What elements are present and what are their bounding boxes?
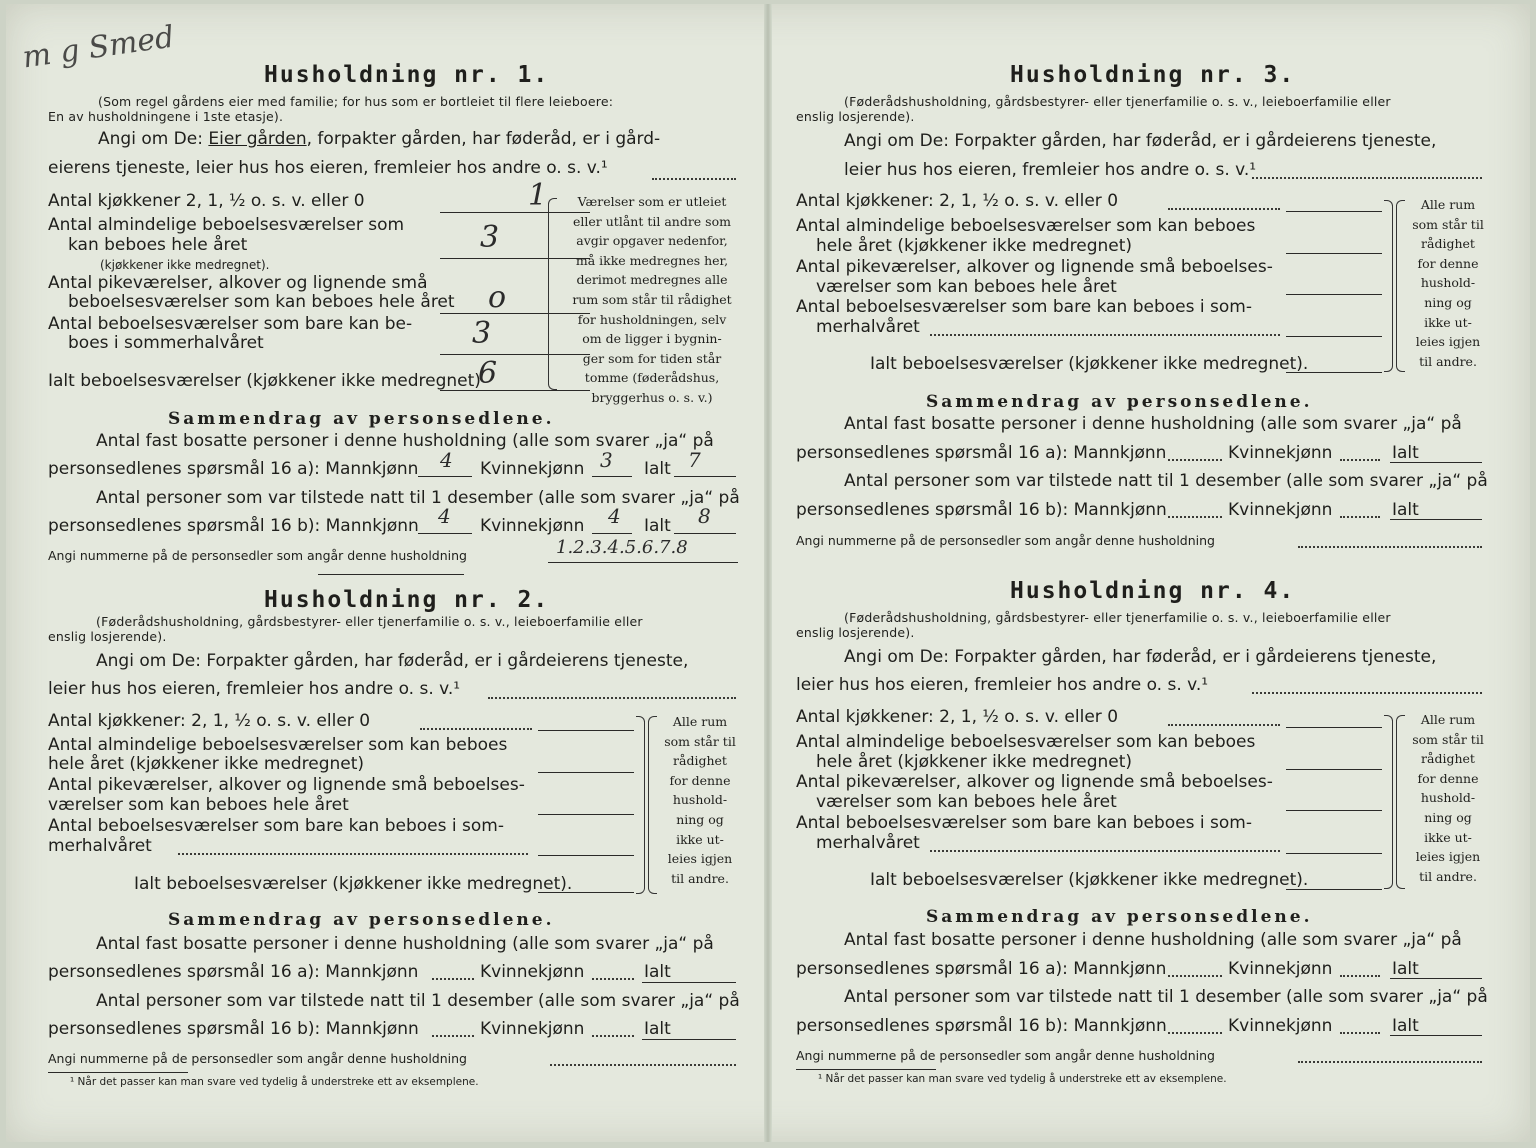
center-fold — [764, 4, 772, 1142]
h3-paren-2: enslig losjerende). — [796, 109, 915, 124]
corner-handwritten-note: m g Smed — [20, 19, 177, 76]
h1-side-note-line: ger som for tiden står — [582, 350, 722, 366]
h2-kjokkener-label: Antal kjøkkener: 2, 1, ½ o. s. v. eller 0 — [48, 711, 371, 731]
h1-kjokkener-label: Antal kjøkkener 2, 1, ½ o. s. v. eller 0 — [48, 191, 365, 211]
h2-fast-kvinne-label: Kvinnekjønn — [480, 962, 585, 982]
h2-side-note-line: Alle rum — [672, 714, 728, 729]
h4-side-note-line: ikke ut- — [1424, 829, 1472, 845]
h4-til-kvinne-label: Kvinnekjønn — [1228, 1016, 1333, 1036]
h3-nummer-label: Angi nummerne på de personsedler som angår denne husholdning — [796, 533, 1215, 548]
h4-fast-kvinne-label: Kvinnekjønn — [1228, 959, 1333, 979]
h3-til-kvinne-label: Kvinnekjønn — [1228, 500, 1333, 520]
h4-summ-title: Sammendrag av personsedlene. — [926, 907, 1313, 927]
h2-footnote: ¹ Når det passer kan man svare ved tydelig å understreke ett av eksemplene. — [70, 1076, 479, 1088]
h2-summ-title: Sammendrag av personsedlene. — [168, 910, 555, 930]
h1-fast-ialt-label: Ialt — [644, 459, 671, 479]
h2-ialt-label: Ialt beboelsesværelser (kjøkkener ikke medregnet). — [134, 874, 573, 894]
h4-side-bracket-left — [1384, 715, 1393, 889]
h1-fast-mann-label: personsedlenes spørsmål 16 a): Mannkjønn — [48, 459, 419, 479]
h2-side-note-line: ning og — [676, 811, 724, 827]
h1-angi-line-2: eierens tjeneste, leier hus hos eieren, fremleier hos andre o. s. v.¹ — [48, 158, 608, 178]
h4-sommer-label-2: merhalvåret — [816, 833, 920, 853]
h4-fast-mann-label: personsedlenes spørsmål 16 a): Mannkjønn — [796, 959, 1167, 979]
h2-paren-1: (Føderådshusholdning, gårdsbestyrer- eller tjenerfamilie o. s. v., leieboerfamilie eller — [96, 614, 643, 629]
h3-alm-label-1: Antal almindelige beboelsesværelser som kan beboes — [796, 216, 1256, 236]
h3-side-note — [1400, 195, 1496, 371]
h1-separator — [318, 574, 464, 575]
h4-side-note-line: Alle rum — [1420, 712, 1476, 727]
h4-paren-2: enslig losjerende). — [796, 625, 915, 640]
h4-side-note-line: som står til — [1412, 731, 1484, 747]
h4-sommer-label-1: Antal beboelsesværelser som bare kan beboes i som- — [796, 813, 1252, 833]
h3-paren-1: (Føderådshusholdning, gårdsbestyrer- eller tjenerfamilie o. s. v., leieboerfamilie eller — [844, 94, 1391, 109]
h4-til-ialt-label: Ialt — [1392, 1016, 1419, 1036]
h2-paren-2: enslig losjerende). — [48, 629, 167, 644]
h1-side-note-line: derimot medregnes alle — [576, 272, 728, 288]
h2-angi-line-2: leier hus hos eieren, fremleier hos andre o. s. v.¹ — [48, 679, 461, 699]
h1-paren-2: En av husholdningene i 1ste etasje). — [48, 109, 284, 124]
h1-til-kvinne-answer: 4 — [608, 504, 621, 528]
h2-side-bracket-left — [636, 716, 645, 894]
h3-angi-line-2: leier hus hos eieren, fremleier hos andre o. s. v.¹ — [844, 160, 1257, 180]
h3-kjokkener-label: Antal kjøkkener: 2, 1, ½ o. s. v. eller 0 — [796, 191, 1119, 211]
h4-title: Husholdning nr. 4. — [1010, 578, 1296, 604]
h2-title: Husholdning nr. 2. — [264, 587, 550, 613]
h1-summ-title: Sammendrag av personsedlene. — [168, 409, 555, 429]
h2-til-line-1: Antal personer som var tilstede natt til 1 desember (alle som svarer „ja“ på — [96, 991, 740, 1011]
h3-title: Husholdning nr. 3. — [1010, 62, 1296, 88]
h2-pike-label-2: værelser som kan beboes hele året — [48, 795, 349, 815]
h2-nummer-label: Angi nummerne på de personsedler som angår denne husholdning — [48, 1051, 467, 1066]
h3-fast-kvinne-label: Kvinnekjønn — [1228, 443, 1333, 463]
h4-side-note-line: leies igjen — [1415, 849, 1481, 865]
h4-angi-line-1: Angi om De: Forpakter gården, har føderåd, er i gårdeierens tjeneste, — [844, 647, 1437, 667]
h4-footnote: ¹ Når det passer kan man svare ved tydelig å understreke ett av eksemplene. — [818, 1073, 1227, 1085]
h2-side-note-line: som står til — [664, 733, 736, 749]
h2-side-note-line: ikke ut- — [676, 831, 724, 847]
h1-fast-line-1: Antal fast bosatte personer i denne husholdning (alle som svarer „ja“ på — [96, 431, 714, 451]
h3-til-line-1: Antal personer som var tilstede natt til 1 desember (alle som svarer „ja“ på — [844, 471, 1488, 491]
h3-side-note-line: til andre. — [1419, 353, 1477, 369]
h1-title: Husholdning nr. 1. — [264, 62, 550, 88]
h1-ialt-answer: 6 — [478, 356, 498, 391]
h1-alm-label-2: kan beboes hele året — [68, 235, 248, 255]
h4-til-mann-label: personsedlenes spørsmål 16 b): Mannkjønn — [796, 1016, 1167, 1036]
h4-side-note-line: ning og — [1424, 809, 1472, 825]
h1-side-note-line: må ikke medregnes her, — [575, 252, 729, 268]
h3-alm-label-2: hele året (kjøkkener ikke medregnet) — [816, 236, 1133, 256]
h1-side-note-line: avgir opgaver nedenfor, — [576, 233, 728, 249]
h3-til-mann-label: personsedlenes spørsmål 16 b): Mannkjønn — [796, 500, 1167, 520]
h4-side-note-line: rådighet — [1421, 751, 1475, 767]
h2-til-kvinne-label: Kvinnekjønn — [480, 1019, 585, 1039]
h3-pike-label-2: værelser som kan beboes hele året — [816, 277, 1117, 297]
h1-til-ialt-answer: 8 — [698, 504, 711, 528]
h1-til-line-1: Antal personer som var tilstede natt til 1 desember (alle som svarer „ja“ på — [96, 488, 740, 508]
h3-angi-line-1: Angi om De: Forpakter gården, har føderåd, er i gårdeierens tjeneste, — [844, 131, 1437, 151]
h1-fast-kvinne-label: Kvinnekjønn — [480, 459, 585, 479]
h4-fast-line-1: Antal fast bosatte personer i denne husholdning (alle som svarer „ja“ på — [844, 930, 1462, 950]
h3-side-note-line: leies igjen — [1415, 334, 1481, 350]
h3-side-bracket-left — [1384, 200, 1393, 372]
h1-fast-mann-answer: 4 — [440, 448, 453, 472]
h1-nummer-answer: 1.2.3.4.5.6.7.8 — [556, 537, 688, 558]
h2-side-note — [652, 712, 748, 888]
h1-alm-label-3: (kjøkkener ikke medregnet). — [100, 258, 270, 272]
h1-side-note-line: Værelser som er utleiet — [577, 194, 727, 209]
h2-side-note-line: rådighet — [673, 753, 727, 769]
h1-sommer-label-2: boes i sommerhalvåret — [68, 333, 264, 353]
h4-til-line-1: Antal personer som var tilstede natt til 1 desember (alle som svarer „ja“ på — [844, 987, 1488, 1007]
h2-side-note-line: hushold- — [672, 792, 728, 808]
h2-side-note-line: for denne — [669, 772, 731, 788]
h4-nummer-label: Angi nummerne på de personsedler som angår denne husholdning — [796, 1048, 1215, 1063]
h1-side-note — [562, 192, 742, 408]
h1-alm-label-1: Antal almindelige beboelsesværelser som — [48, 215, 405, 235]
h2-til-ialt-label: Ialt — [644, 1019, 671, 1039]
h1-til-ialt-label: Ialt — [644, 516, 671, 536]
h4-pike-label-2: værelser som kan beboes hele året — [816, 792, 1117, 812]
h1-angi-rest: , forpakter gården, har føderåd, er i gård- — [306, 129, 661, 149]
h2-side-note-line: til andre. — [671, 870, 729, 886]
h3-side-note-line: for denne — [1417, 255, 1479, 271]
h3-sommer-label-1: Antal beboelsesværelser som bare kan beboes i som- — [796, 297, 1252, 317]
h1-side-note-line: eller utlånt til andre som — [573, 213, 731, 229]
h3-side-note-line: rådighet — [1421, 236, 1475, 252]
h4-ialt-label: Ialt beboelsesværelser (kjøkkener ikke medregnet). — [870, 870, 1309, 890]
h1-fast-ialt-answer: 7 — [688, 448, 701, 472]
h1-ialt-label: Ialt beboelsesværelser (kjøkkener ikke medregnet) — [48, 371, 481, 391]
h3-side-note-line: hushold- — [1420, 275, 1476, 291]
h1-side-note-line: tomme (føderådshus, — [584, 370, 720, 386]
h4-angi-line-2: leier hus hos eieren, fremleier hos andre o. s. v.¹ — [796, 675, 1209, 695]
h1-alm-answer: 3 — [480, 220, 500, 255]
h2-til-mann-label: personsedlenes spørsmål 16 b): Mannkjønn — [48, 1019, 419, 1039]
h3-ialt-label: Ialt beboelsesværelser (kjøkkener ikke medregnet). — [870, 354, 1309, 374]
h1-fast-kvinne-answer: 3 — [600, 448, 613, 472]
h4-kjokkener-label: Antal kjøkkener: 2, 1, ½ o. s. v. eller 0 — [796, 707, 1119, 727]
h3-fast-ialt-label: Ialt — [1392, 443, 1419, 463]
h2-sommer-label-1: Antal beboelsesværelser som bare kan beboes i som- — [48, 816, 504, 836]
h2-fast-ialt-label: Ialt — [644, 962, 671, 982]
h4-alm-label-2: hele året (kjøkkener ikke medregnet) — [816, 752, 1133, 772]
h1-side-note-line: for husholdningen, selv — [577, 311, 727, 327]
h4-alm-label-1: Antal almindelige beboelsesværelser som kan beboes — [796, 732, 1256, 752]
h4-side-note-line: til andre. — [1419, 868, 1477, 884]
h1-til-mann-label: personsedlenes spørsmål 16 b): Mannkjønn — [48, 516, 419, 536]
h4-fast-ialt-label: Ialt — [1392, 959, 1419, 979]
h2-sommer-label-2: merhalvåret — [48, 836, 152, 856]
h1-pike-label-1: Antal pikeværelser, alkover og lignende små — [48, 273, 428, 293]
h3-side-note-line: ikke ut- — [1424, 314, 1472, 330]
h3-side-note-line: som står til — [1412, 216, 1484, 232]
h4-side-note-line: for denne — [1417, 770, 1479, 786]
h4-pike-label-1: Antal pikeværelser, alkover og lignende små beboelses- — [796, 772, 1273, 792]
h2-side-note-line: leies igjen — [667, 851, 733, 867]
h1-paren-1: (Som regel gårdens eier med familie; for hus som er bortleiet til flere leieboere: — [98, 94, 614, 109]
h1-pike-label-2: beboelsesværelser som kan beboes hele året — [68, 292, 455, 312]
h3-side-note-line: ning og — [1424, 294, 1472, 310]
h4-paren-1: (Føderådshusholdning, gårdsbestyrer- eller tjenerfamilie o. s. v., leieboerfamilie eller — [844, 610, 1391, 625]
h1-pike-answer: o — [488, 280, 507, 315]
h3-fast-mann-label: personsedlenes spørsmål 16 a): Mannkjønn — [796, 443, 1167, 463]
h4-side-note — [1400, 710, 1496, 886]
right-page — [796, 0, 1496, 1148]
h1-angi-selected-eier: Eier gården — [208, 129, 307, 149]
h1-sommer-label-1: Antal beboelsesværelser som bare kan be- — [48, 314, 413, 334]
h3-summ-title: Sammendrag av personsedlene. — [926, 392, 1313, 412]
left-page — [48, 0, 748, 1148]
h1-side-note-line: om de ligger i bygnin- — [582, 331, 722, 347]
h1-til-kvinne-label: Kvinnekjønn — [480, 516, 585, 536]
h2-alm-label-2: hele året (kjøkkener ikke medregnet) — [48, 754, 365, 774]
h1-angi-prefix: Angi om De: — [98, 129, 203, 149]
h1-side-note-line: bryggerhus o. s. v.) — [591, 389, 713, 405]
h1-kjokkener-answer: 1 — [528, 178, 548, 213]
h2-angi-line-1: Angi om De: Forpakter gården, har føderåd, er i gårdeierens tjeneste, — [96, 651, 689, 671]
h1-sommer-answer: 3 — [472, 316, 492, 351]
h3-fast-line-1: Antal fast bosatte personer i denne husholdning (alle som svarer „ja“ på — [844, 414, 1462, 434]
h4-side-note-line: hushold- — [1420, 790, 1476, 806]
h3-side-note-line: Alle rum — [1420, 197, 1476, 212]
h2-fast-line-1: Antal fast bosatte personer i denne husholdning (alle som svarer „ja“ på — [96, 934, 714, 954]
h1-nummer-label: Angi nummerne på de personsedler som angår denne husholdning — [48, 548, 467, 563]
h2-pike-label-1: Antal pikeværelser, alkover og lignende små beboelses- — [48, 775, 525, 795]
h3-til-ialt-label: Ialt — [1392, 500, 1419, 520]
h2-alm-label-1: Antal almindelige beboelsesværelser som kan beboes — [48, 735, 508, 755]
h1-til-mann-answer: 4 — [438, 504, 451, 528]
h3-pike-label-1: Antal pikeværelser, alkover og lignende små beboelses- — [796, 257, 1273, 277]
h2-fast-mann-label: personsedlenes spørsmål 16 a): Mannkjønn — [48, 962, 419, 982]
h3-sommer-label-2: merhalvåret — [816, 317, 920, 337]
h1-side-bracket — [548, 198, 557, 390]
h1-angi-line-1 — [98, 129, 660, 149]
h1-side-note-line: rum som står til rådighet — [572, 291, 732, 307]
